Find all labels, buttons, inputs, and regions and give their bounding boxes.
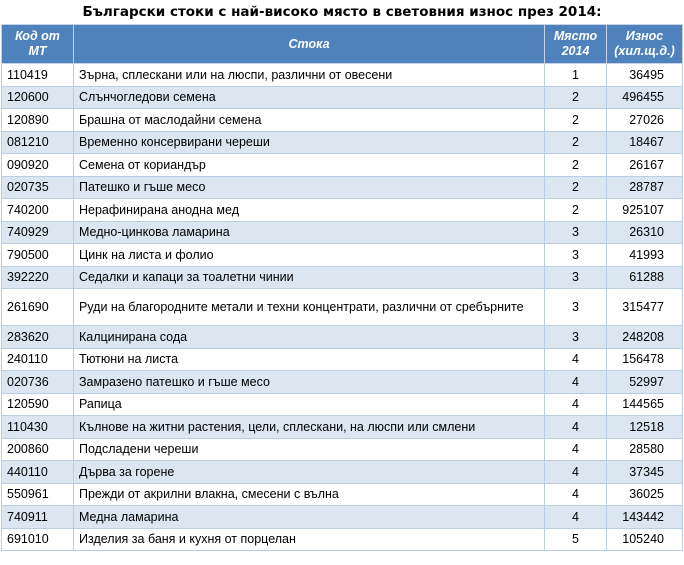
cell-code: 110419	[2, 64, 74, 87]
cell-product: Замразено патешко и гъше месо	[74, 371, 545, 394]
cell-value: 61288	[607, 266, 683, 289]
cell-product: Патешко и гъше месо	[74, 176, 545, 199]
cell-code: 081210	[2, 131, 74, 154]
cell-place: 3	[545, 266, 607, 289]
cell-value: 26167	[607, 154, 683, 177]
cell-place: 4	[545, 348, 607, 371]
table-row	[2, 131, 683, 154]
cell-product: Руди на благородните метали и техни концентрати, различни от сребърните	[74, 289, 545, 326]
cell-place: 2	[545, 86, 607, 109]
cell-place: 2	[545, 109, 607, 132]
table-row	[2, 221, 683, 244]
cell-place: 4	[545, 393, 607, 416]
cell-value: 105240	[607, 528, 683, 551]
table-row	[2, 86, 683, 109]
cell-product: Дърва за горене	[74, 461, 545, 484]
cell-code: 740929	[2, 221, 74, 244]
cell-value: 41993	[607, 244, 683, 267]
cell-code: 283620	[2, 326, 74, 349]
cell-product: Седалки и капаци за тоалетни чинии	[74, 266, 545, 289]
cell-product: Тютюни на листа	[74, 348, 545, 371]
cell-product: Нерафинирана анодна мед	[74, 199, 545, 222]
cell-code: 120890	[2, 109, 74, 132]
header-product: Стока	[74, 25, 545, 64]
cell-code: 090920	[2, 154, 74, 177]
cell-value: 144565	[607, 393, 683, 416]
cell-value: 36495	[607, 64, 683, 87]
cell-product: Зърна, сплескани или на люспи, различни от овесени	[74, 64, 545, 87]
cell-product: Прежди от акрилни влакна, смесени с вълна	[74, 483, 545, 506]
cell-product: Семена от кориандър	[74, 154, 545, 177]
table-row	[2, 438, 683, 461]
table-row	[2, 289, 683, 326]
cell-place: 4	[545, 416, 607, 439]
cell-code: 261690	[2, 289, 74, 326]
cell-place: 4	[545, 461, 607, 484]
table-row	[2, 326, 683, 349]
cell-code: 020736	[2, 371, 74, 394]
cell-place: 3	[545, 289, 607, 326]
cell-place: 1	[545, 64, 607, 87]
cell-value: 143442	[607, 506, 683, 529]
cell-place: 3	[545, 244, 607, 267]
cell-place: 2	[545, 199, 607, 222]
cell-value: 28580	[607, 438, 683, 461]
export-table	[1, 24, 683, 551]
table-row	[2, 461, 683, 484]
cell-code: 691010	[2, 528, 74, 551]
table-row	[2, 483, 683, 506]
cell-value: 248208	[607, 326, 683, 349]
cell-value: 36025	[607, 483, 683, 506]
table-header	[2, 25, 683, 64]
page-title: Български стоки с най-високо място в световния износ през 2014:	[82, 4, 602, 20]
cell-value: 496455	[607, 86, 683, 109]
cell-place: 2	[545, 154, 607, 177]
cell-value: 925107	[607, 199, 683, 222]
table-row	[2, 154, 683, 177]
table-row	[2, 506, 683, 529]
header-place: Място 2014	[545, 25, 607, 64]
cell-place: 4	[545, 506, 607, 529]
header-code: Код от МТ	[2, 25, 74, 64]
table-row	[2, 266, 683, 289]
cell-place: 3	[545, 221, 607, 244]
cell-code: 120600	[2, 86, 74, 109]
cell-product: Медна ламарина	[74, 506, 545, 529]
cell-product: Брашна от маслодайни семена	[74, 109, 545, 132]
table-row	[2, 371, 683, 394]
cell-value: 26310	[607, 221, 683, 244]
cell-product: Медно-цинкова ламарина	[74, 221, 545, 244]
cell-code: 790500	[2, 244, 74, 267]
cell-code: 120590	[2, 393, 74, 416]
table-row	[2, 348, 683, 371]
cell-code: 740200	[2, 199, 74, 222]
cell-value: 28787	[607, 176, 683, 199]
cell-product: Слънчогледови семена	[74, 86, 545, 109]
table-body	[2, 64, 683, 551]
cell-code: 550961	[2, 483, 74, 506]
cell-place: 5	[545, 528, 607, 551]
cell-value: 12518	[607, 416, 683, 439]
cell-place: 3	[545, 326, 607, 349]
cell-place: 4	[545, 438, 607, 461]
cell-value: 18467	[607, 131, 683, 154]
table-row	[2, 109, 683, 132]
header-row	[2, 25, 683, 64]
cell-product: Цинк на листа и фолио	[74, 244, 545, 267]
cell-product: Подсладени череши	[74, 438, 545, 461]
table-row	[2, 244, 683, 267]
cell-product: Изделия за баня и кухня от порцелан	[74, 528, 545, 551]
cell-product: Временно консервирани череши	[74, 131, 545, 154]
cell-code: 740911	[2, 506, 74, 529]
cell-place: 2	[545, 176, 607, 199]
cell-code: 440110	[2, 461, 74, 484]
table-row	[2, 176, 683, 199]
cell-value: 315477	[607, 289, 683, 326]
cell-value: 37345	[607, 461, 683, 484]
cell-place: 4	[545, 483, 607, 506]
cell-code: 240110	[2, 348, 74, 371]
table-row	[2, 528, 683, 551]
cell-value: 52997	[607, 371, 683, 394]
cell-product: Рапица	[74, 393, 545, 416]
cell-product: Калцинирана сода	[74, 326, 545, 349]
cell-product: Кълнове на житни растения, цели, сплескани, на люспи или смлени	[74, 416, 545, 439]
table-row	[2, 199, 683, 222]
header-value: Износ (хил.щ.д.)	[607, 25, 683, 64]
cell-place: 4	[545, 371, 607, 394]
table-row	[2, 64, 683, 87]
cell-code: 020735	[2, 176, 74, 199]
table-row	[2, 393, 683, 416]
cell-code: 392220	[2, 266, 74, 289]
cell-place: 2	[545, 131, 607, 154]
cell-value: 156478	[607, 348, 683, 371]
cell-code: 200860	[2, 438, 74, 461]
table-row	[2, 416, 683, 439]
cell-value: 27026	[607, 109, 683, 132]
cell-code: 110430	[2, 416, 74, 439]
